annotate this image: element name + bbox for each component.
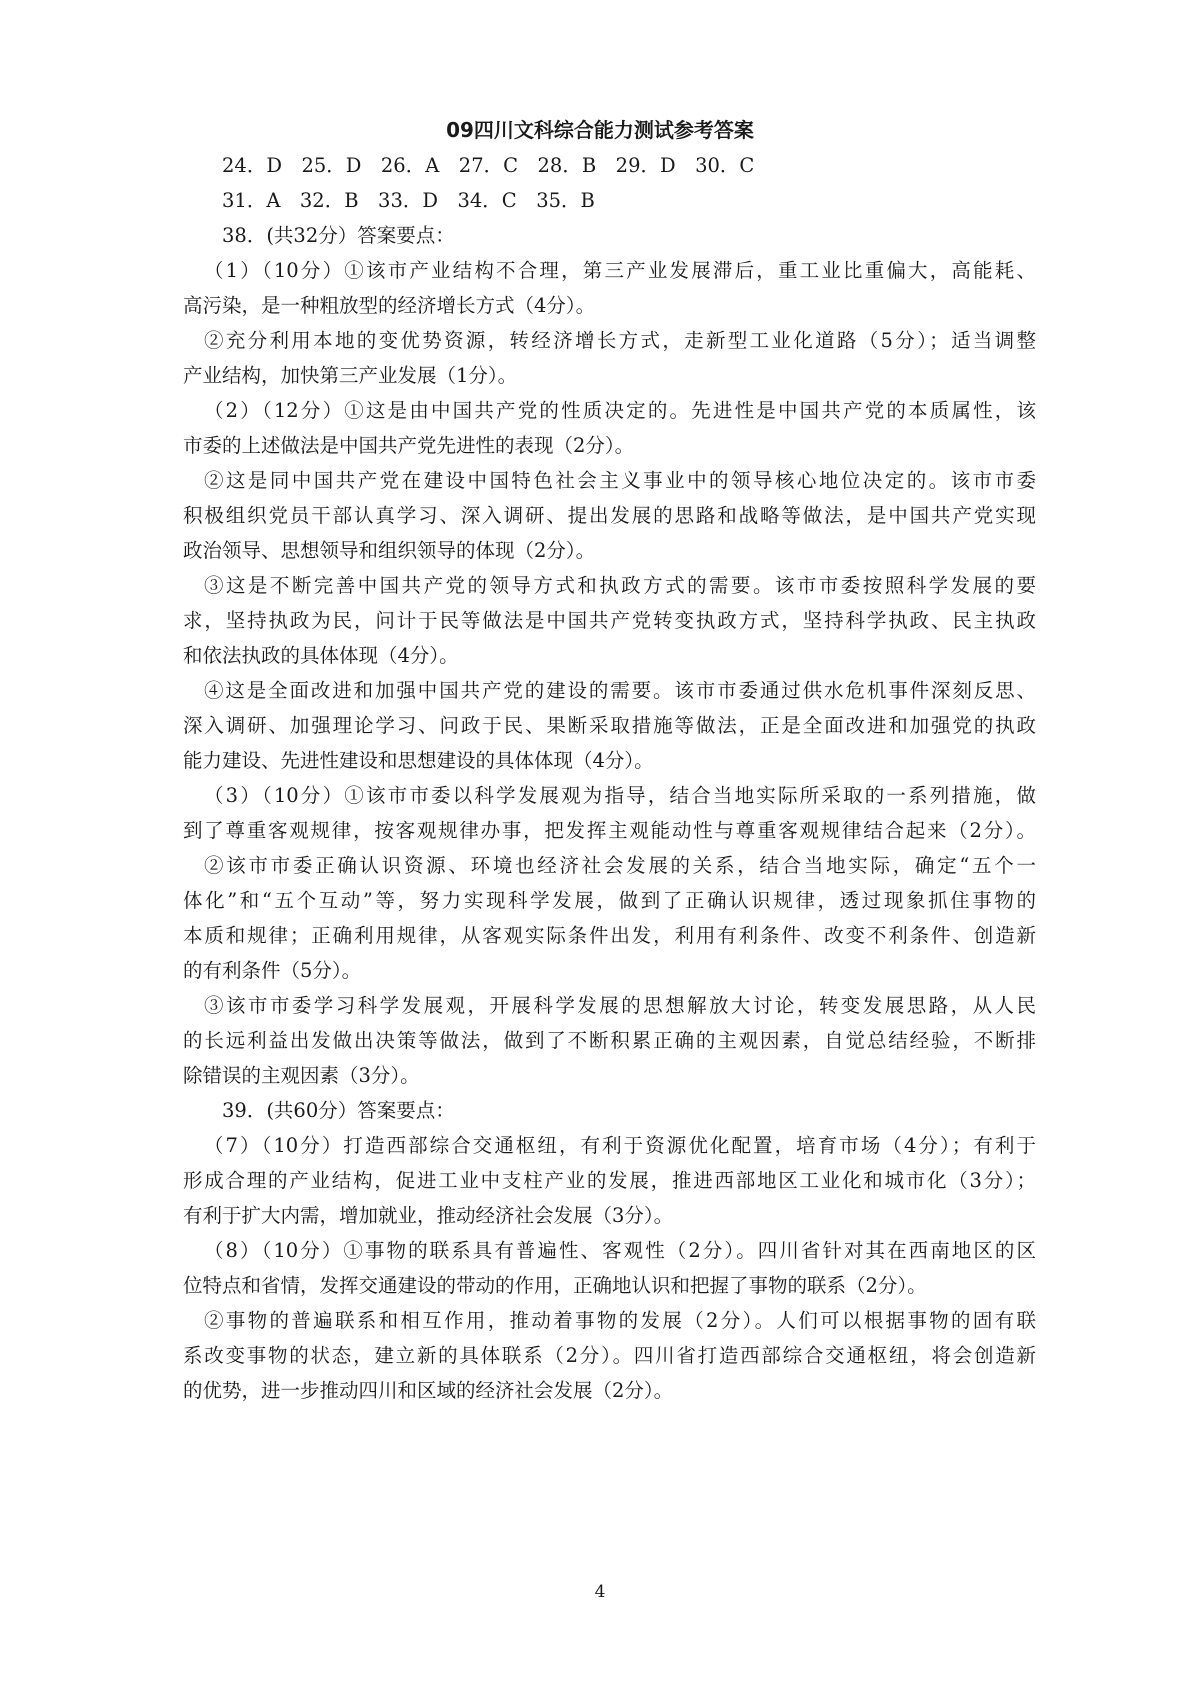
text-line: 高污染，是一种粗放型的经济增长方式（4分）。 — [183, 294, 596, 317]
text-line: 的有利条件（5分）。 — [183, 959, 362, 982]
question-39-heading: 39．(共60分）答案要点： — [222, 1099, 455, 1122]
text-line: 体化”和“五个互动”等，努力实现科学发展，做到了正确认识规律，透过现象抓住事物的 — [183, 889, 1036, 912]
answers-line-31-35: 31．A 32．B 33．D 34．C 35．B — [222, 189, 595, 212]
text-line: ④这是全面改进和加强中国共产党的建设的需要。该市市委通过供水危机事件深刻反思、 — [204, 679, 1036, 702]
text-line: （2）（12分）①这是由中国共产党的性质决定的。先进性是中国共产党的本质属性，该 — [204, 399, 1036, 422]
text-line: 政治领导、思想领导和组织领导的体现（2分）。 — [183, 539, 596, 562]
text-line: 形成合理的产业结构，促进工业中支柱产业的发展，推进西部地区工业化和城市化（3分）； — [183, 1169, 1036, 1192]
text-line: ③该市市委学习科学发展观，开展科学发展的思想解放大讨论，转变发展思路，从人民 — [204, 994, 1036, 1017]
text-line: 位特点和省情，发挥交通建设的带动的作用，正确地认识和把握了事物的联系（2分）。 — [183, 1274, 927, 1297]
page-number: 4 — [594, 1582, 606, 1602]
text-line: （3）（10分）①该市市委以科学发展观为指导，结合当地实际所采取的一系列措施，做 — [204, 784, 1036, 807]
text-line: ②事物的普遍联系和相互作用，推动着事物的发展（2分）。人们可以根据事物的固有联 — [204, 1309, 1036, 1332]
question-38-heading: 38．(共32分）答案要点： — [222, 224, 455, 247]
text-line: 系改变事物的状态，建立新的具体联系（2分）。四川省打造西部综合交通枢纽，将会创造新 — [183, 1344, 1036, 1367]
text-line: ②充分利用本地的变优势资源，转经济增长方式，走新型工业化道路（5分）；适当调整 — [204, 329, 1036, 352]
text-line: ③这是不断完善中国共产党的领导方式和执政方式的需要。该市市委按照科学发展的要 — [204, 574, 1036, 597]
text-line: 能力建设、先进性建设和思想建设的具体体现（4分）。 — [183, 749, 654, 772]
text-line: 的长远利益出发做出决策等做法，做到了不断积累正确的主观因素，自觉总结经验，不断排 — [183, 1029, 1036, 1052]
text-line: 积极组织党员干部认真学习、深入调研、提出发展的思路和战略等做法，是中国共产党实现 — [183, 504, 1036, 527]
page-title: 09四川文科综合能力测试参考答案 — [446, 118, 754, 142]
text-line: ②该市市委正确认识资源、环境也经济社会发展的关系，结合当地实际，确定“五个一 — [204, 854, 1036, 877]
text-line: （8）（10分）①事物的联系具有普遍性、客观性（2分）。四川省针对其在西南地区的区 — [204, 1239, 1036, 1262]
text-line: 本质和规律；正确利用规律，从客观实际条件出发，利用有利条件、改变不利条件、创造新 — [183, 924, 1036, 947]
text-line: （7）（10分）打造西部综合交通枢纽，有利于资源优化配置，培育市场（4分）；有利于 — [204, 1134, 1036, 1157]
text-line: 和依法执政的具体体现（4分）。 — [183, 644, 459, 667]
text-line: 深入调研、加强理论学习、问政于民、果断采取措施等做法，正是全面改进和加强党的执政 — [183, 714, 1036, 737]
text-line: ②这是同中国共产党在建设中国特色社会主义事业中的领导核心地位决定的。该市市委 — [204, 469, 1036, 492]
text-line: 除错误的主观因素（3分）。 — [183, 1064, 420, 1087]
text-line: 有利于扩大内需，增加就业，推动经济社会发展（3分）。 — [183, 1204, 674, 1227]
text-line: 求，坚持执政为民，问计于民等做法是中国共产党转变执政方式，坚持科学执政、民主执政 — [183, 609, 1036, 632]
text-line: 到了尊重客观规律，按客观规律办事，把发挥主观能动性与尊重客观规律结合起来（2分）。 — [183, 819, 1036, 842]
answers-line-24-30: 24．D 25．D 26．A 27．C 28．B 29．D 30．C — [222, 154, 755, 177]
text-line: 的优势，进一步推动四川和区域的经济社会发展（2分）。 — [183, 1379, 674, 1402]
text-line: （1）（10分）①该市产业结构不合理，第三产业发展滞后，重工业比重偏大，高能耗、 — [204, 259, 1036, 282]
document-body — [183, 148, 1036, 1408]
text-line: 市委的上述做法是中国共产党先进性的表现（2分）。 — [183, 434, 635, 457]
text-line: 产业结构，加快第三产业发展（1分）。 — [183, 364, 518, 387]
